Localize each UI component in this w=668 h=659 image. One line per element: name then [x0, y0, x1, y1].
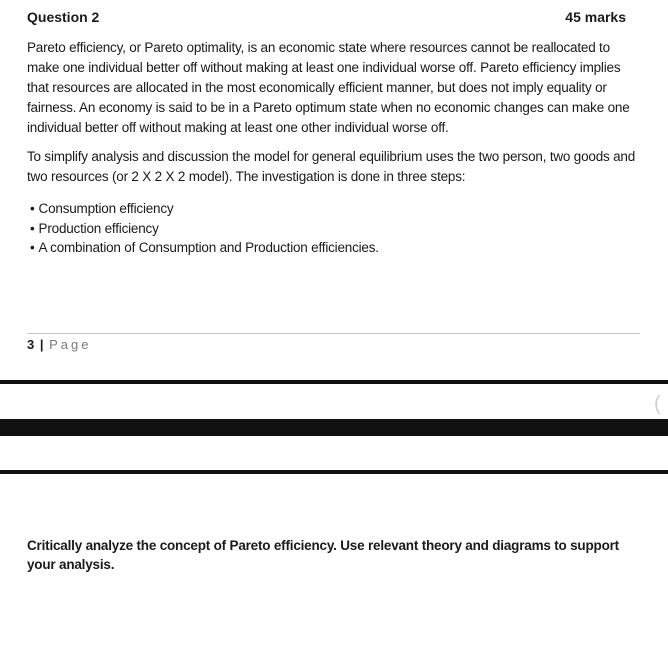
footer-separator: |	[39, 337, 44, 352]
footer-divider	[27, 333, 640, 334]
page-label: Page	[49, 337, 92, 352]
page-number: 3	[27, 337, 35, 352]
question-marks: 45 marks	[565, 9, 626, 25]
bullet-item-production: • Production efficiency	[30, 219, 379, 239]
black-band	[0, 419, 668, 436]
paragraph-model-description: To simplify analysis and discussion the model for general equilibrium uses the two person, two goods and two resources (or 2 X 2 X 2 model). The investigation is done in three steps:	[27, 149, 636, 184]
black-rule-bottom	[0, 470, 668, 474]
question-title: Question 2	[27, 9, 100, 25]
bullet-item-combination: • A combination of Consumption and Production efficiencies.	[30, 238, 379, 258]
question-prompt: Critically analyze the concept of Pareto efficiency. Use relevant theory and diagrams to support your analysis.	[27, 538, 619, 572]
paragraph-pareto-definition: Pareto efficiency, or Pareto optimality, is an economic state where resources cannot be reallocated to make one individual better off without making at least one individual worse off. Pareto efficiency implies that resources are allocated in the most economically efficient manner, but does not imply equality or fairness. An economy is said to be in a Pareto optimum state when no economic changes can make one individual better off without making at least one other individual worse off.	[27, 40, 630, 135]
bullet-list	[30, 199, 379, 258]
black-rule-top	[0, 380, 668, 384]
bullet-item-consumption: • Consumption efficiency	[30, 199, 379, 219]
page-footer	[27, 337, 92, 352]
edge-curve-icon: (	[654, 393, 661, 415]
